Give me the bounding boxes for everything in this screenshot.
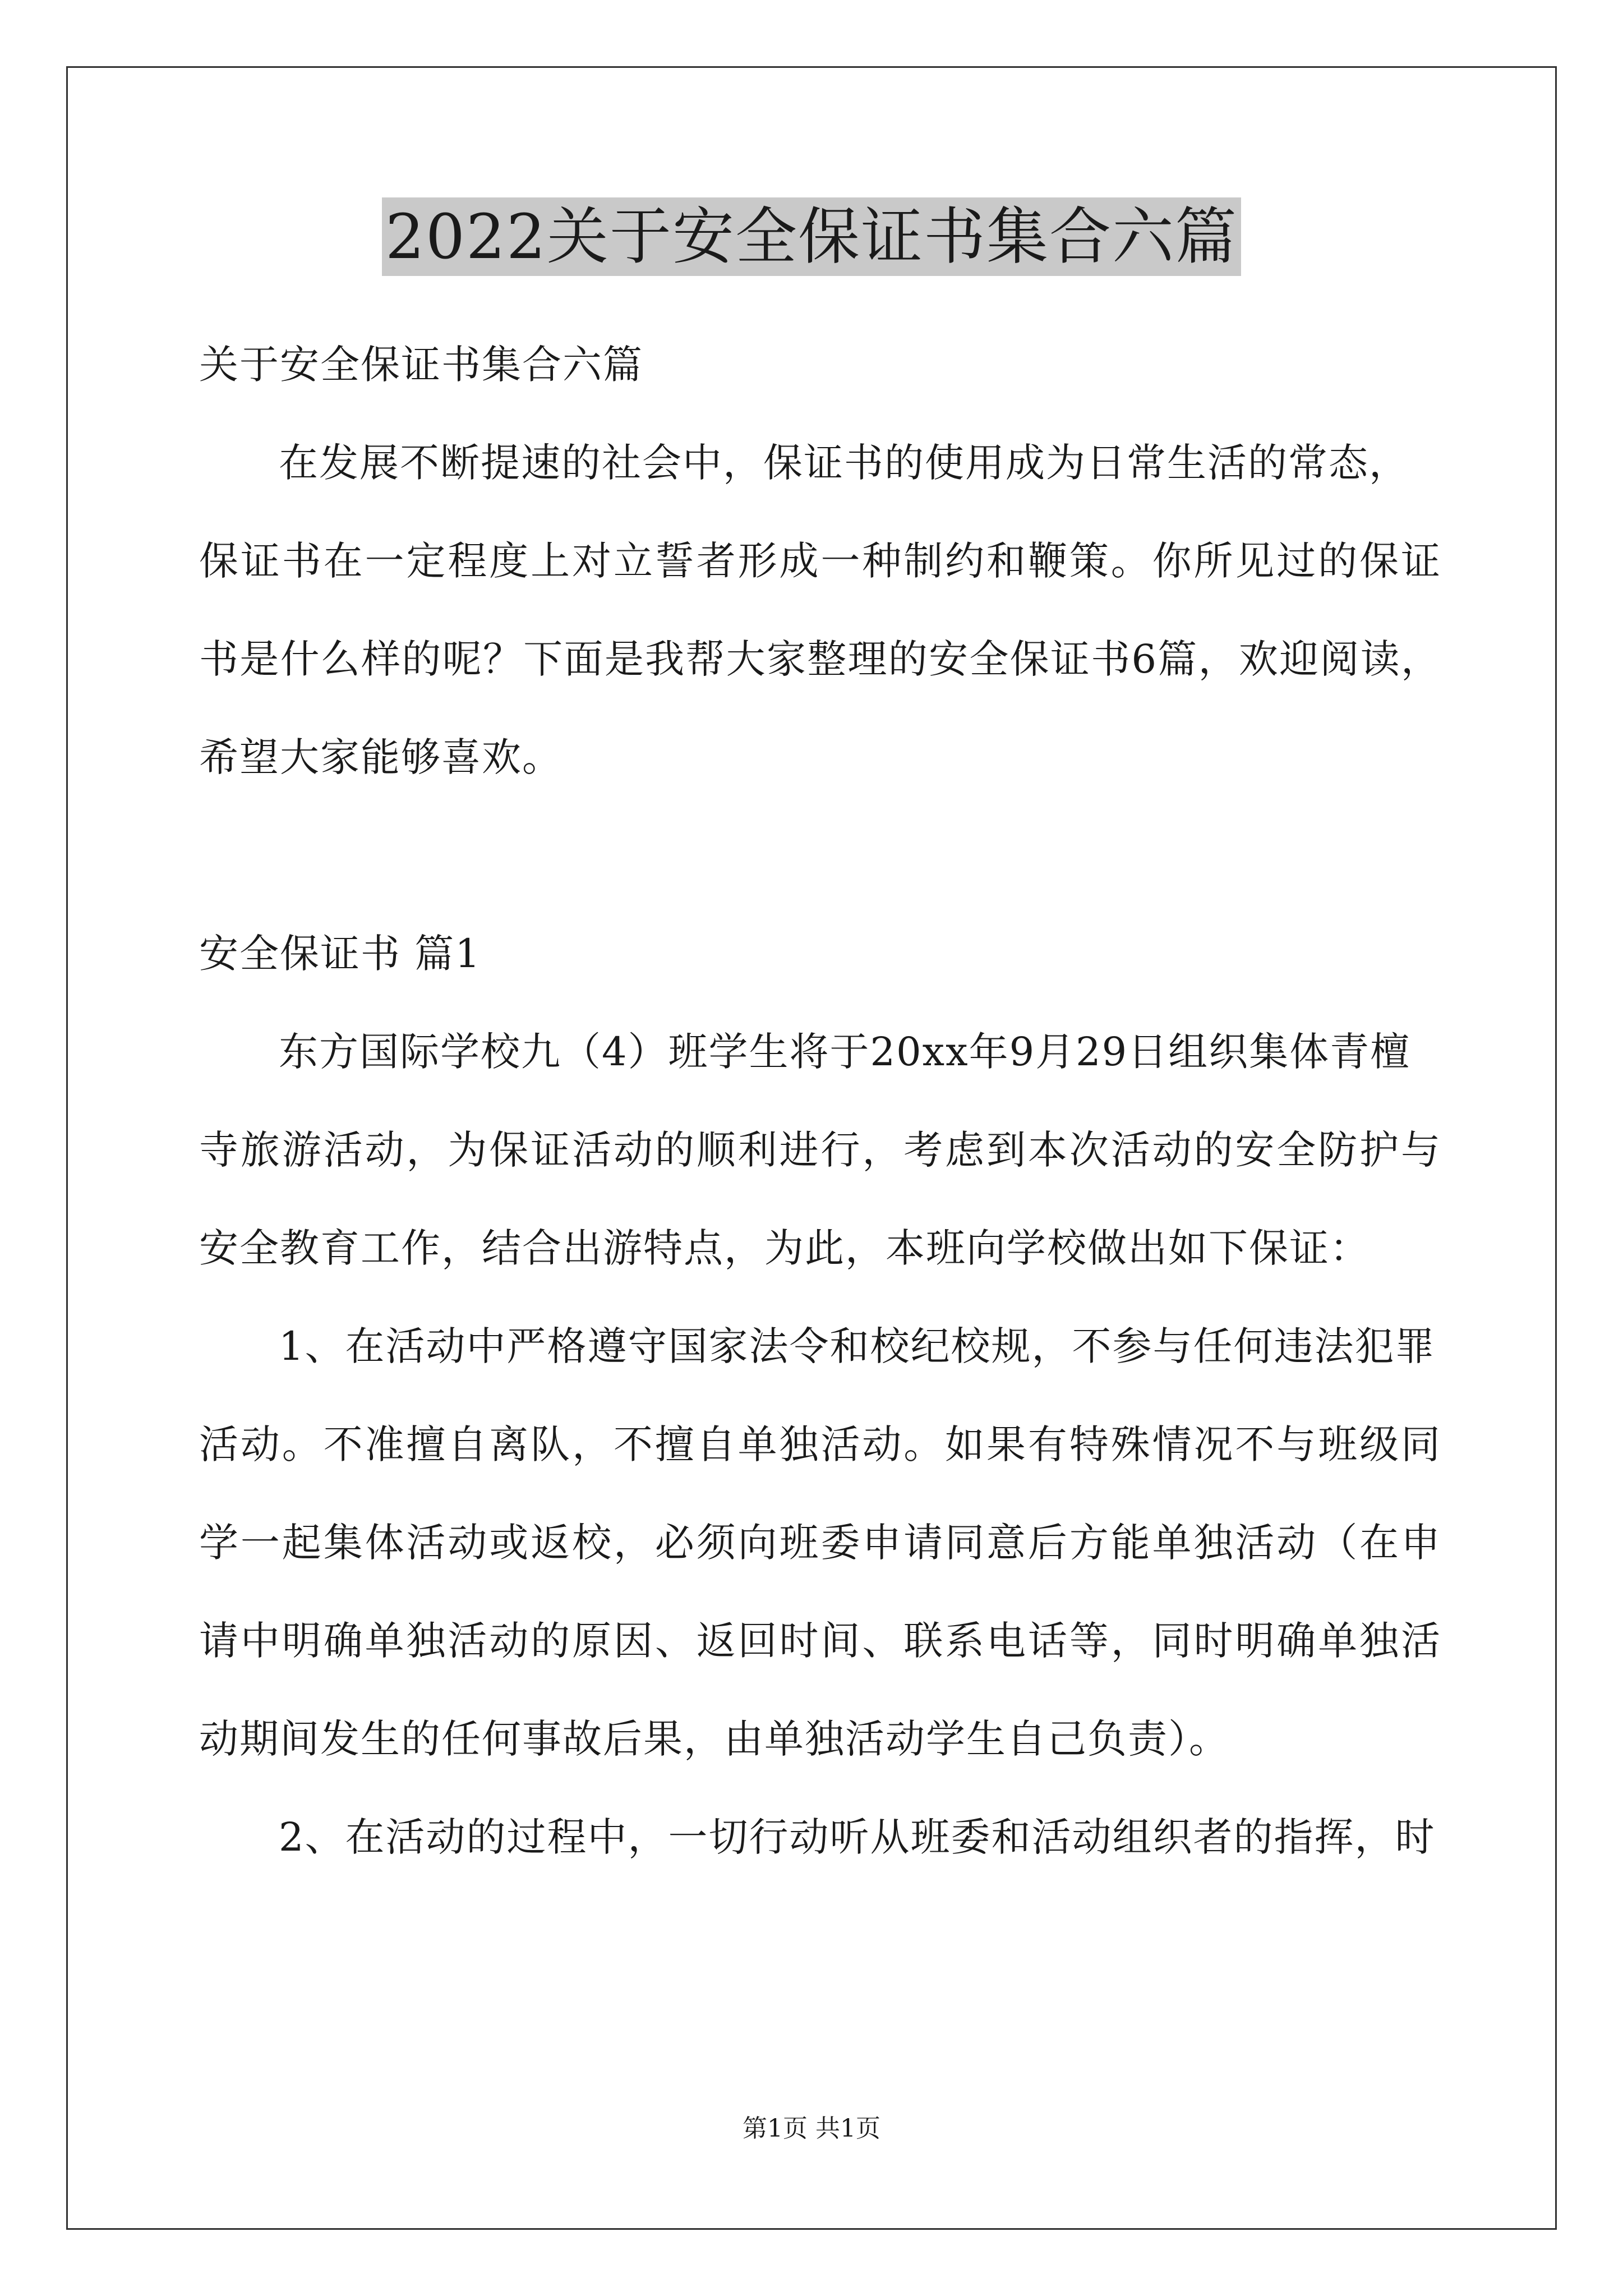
item-1-line-1: 1、在活动中严格遵守国家法令和校纪校规，不参与任何违法犯罪 [279,1323,1436,1369]
paragraph-1-line-1: 东方国际学校九（4）班学生将于20xx年9月29日组织集体青檀 [279,1029,1411,1075]
item-1-line-5: 动期间发生的任何事故后果，由单独活动学生自己负责）。 [199,1716,1229,1762]
document-body [199,303,1441,1865]
paragraph-1-line-2: 寺旅游活动，为保证活动的顺利进行，考虑到本次活动的安全防护与 [199,1127,1441,1173]
section-heading: 安全保证书 篇1 [199,931,481,977]
item-1-line-4: 请中明确单独活动的原因、返回时间、联系电话等，同时明确单独活 [199,1618,1441,1664]
document-title: 2022关于安全保证书集合六篇 [382,197,1241,276]
intro-line-2: 保证书在一定程度上对立誓者形成一种制约和鞭策。你所见过的保证 [199,538,1441,584]
page-footer: 第1页 共1页 [743,2114,880,2143]
intro-line-1: 在发展不断提速的社会中，保证书的使用成为日常生活的常态， [279,440,1409,486]
intro-line-3: 书是什么样的呢？下面是我帮大家整理的安全保证书6篇，欢迎阅读， [199,636,1441,682]
paragraph-1-line-3: 安全教育工作，结合出游特点，为此，本班向学校做出如下保证： [199,1225,1370,1271]
intro-line-4: 希望大家能够喜欢。 [199,734,562,780]
item-1-line-2: 活动。不准擅自离队，不擅自单独活动。如果有特殊情况不与班级同 [199,1421,1441,1467]
item-2-line-1: 2、在活动的过程中，一切行动听从班委和活动组织者的指挥，时 [279,1814,1436,1860]
item-1-line-3: 学一起集体活动或返校，必须向班委申请同意后方能单独活动（在申 [199,1520,1441,1566]
subtitle-line: 关于安全保证书集合六篇 [199,342,643,388]
title-container [0,197,1623,276]
